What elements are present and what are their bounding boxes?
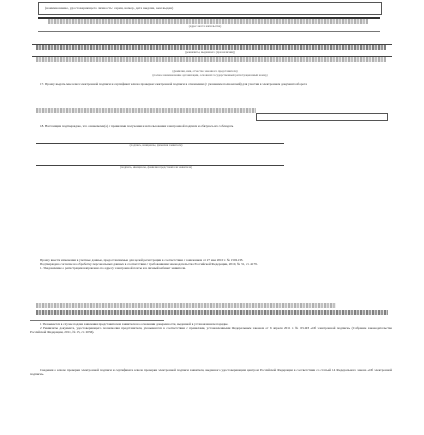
item-17-field [36, 108, 256, 113]
item-18-text: 18. Настоящим подтверждаю, что ознакомлен(а) с правилами получения и использования электронной подписи и обязуюсь их соблюдать [40, 124, 234, 128]
body-paragraph-3: 1. Уведомление о регистрации направлено по адресу электронной почты и в личный кабинет заявителя. [40, 266, 186, 271]
footer-text [30, 368, 392, 430]
notes-rule [30, 320, 164, 321]
rep-note-caption: (полное наименование организации, основной государственный регистрационный номер) [152, 74, 268, 77]
header-field-1 [48, 19, 368, 24]
item-17-box [256, 113, 388, 121]
note-1: 1 Указывается в случае подачи заявления представителем заявителя на основании доверенности, выданной в установленном порядке. [40, 322, 229, 326]
rep-name-caption: (фамилия, имя, отчество законного представителя) [172, 70, 238, 73]
date-caption: (подпись, инициалы, фамилия представителя заявителя) [119, 166, 193, 169]
rep-issued-caption: (реквизиты, выдавшего (при наличии)) [185, 51, 235, 54]
header-rule-2 [38, 31, 380, 32]
body-field-1 [36, 303, 336, 308]
signature-caption: (подпись, инициалы, фамилия заявителя) [129, 144, 183, 147]
body-section [30, 258, 392, 302]
body-paragraph-1: Прошу внести изменения в учетные данные, предоставляемые для целей регистрации в соответствии с заявлением от 27 мая 2010 г. № 1502-ПЗ. [40, 258, 244, 262]
address-caption: (адрес места жительства) [188, 25, 222, 28]
item-18 [30, 124, 392, 134]
header-box [38, 2, 382, 15]
header-title-line: (наименование, удостоверяющего личность: серия, номер, дата выдачи, кем выдан) [45, 6, 174, 10]
note-2: 2 Реквизиты документа, удостоверяющего полномочия представителя, указываются в соответствии с правилами, установленными Федеральным законом от 6 апреля 2011 г. № 63-ФЗ «Об электронной подписи» (Собрание законодательства Российской Федерации, 2011, № 15, ст. 2036). [30, 326, 392, 335]
notes-section [30, 322, 392, 366]
body-field-2 [36, 310, 388, 315]
item-17-text: 17. Прошу выдать мне ключ электронной подписи и сертификат ключа проверки электронной подписи в отношении (с указанием полномочий) для участия в электронном документообороте [40, 82, 308, 86]
rep-field-2 [36, 57, 386, 62]
item-17 [30, 82, 392, 108]
footer-paragraph: Сведения о ключе проверки электронной подписи и сертификате ключа проверки электронной подписи заявителя, выданного удостоверяющим центром Российской Федерации в соответствии со статьей 14 Федерального закона «Об электронной подписи». [30, 368, 392, 377]
rep-field-1 [36, 45, 386, 50]
body-paragraph-2: Подтверждаю согласие на обработку персональных данных в соответствии с требованиями законодательства Российской Федерации, 2010, № 31, ст. 4179. [40, 262, 258, 267]
